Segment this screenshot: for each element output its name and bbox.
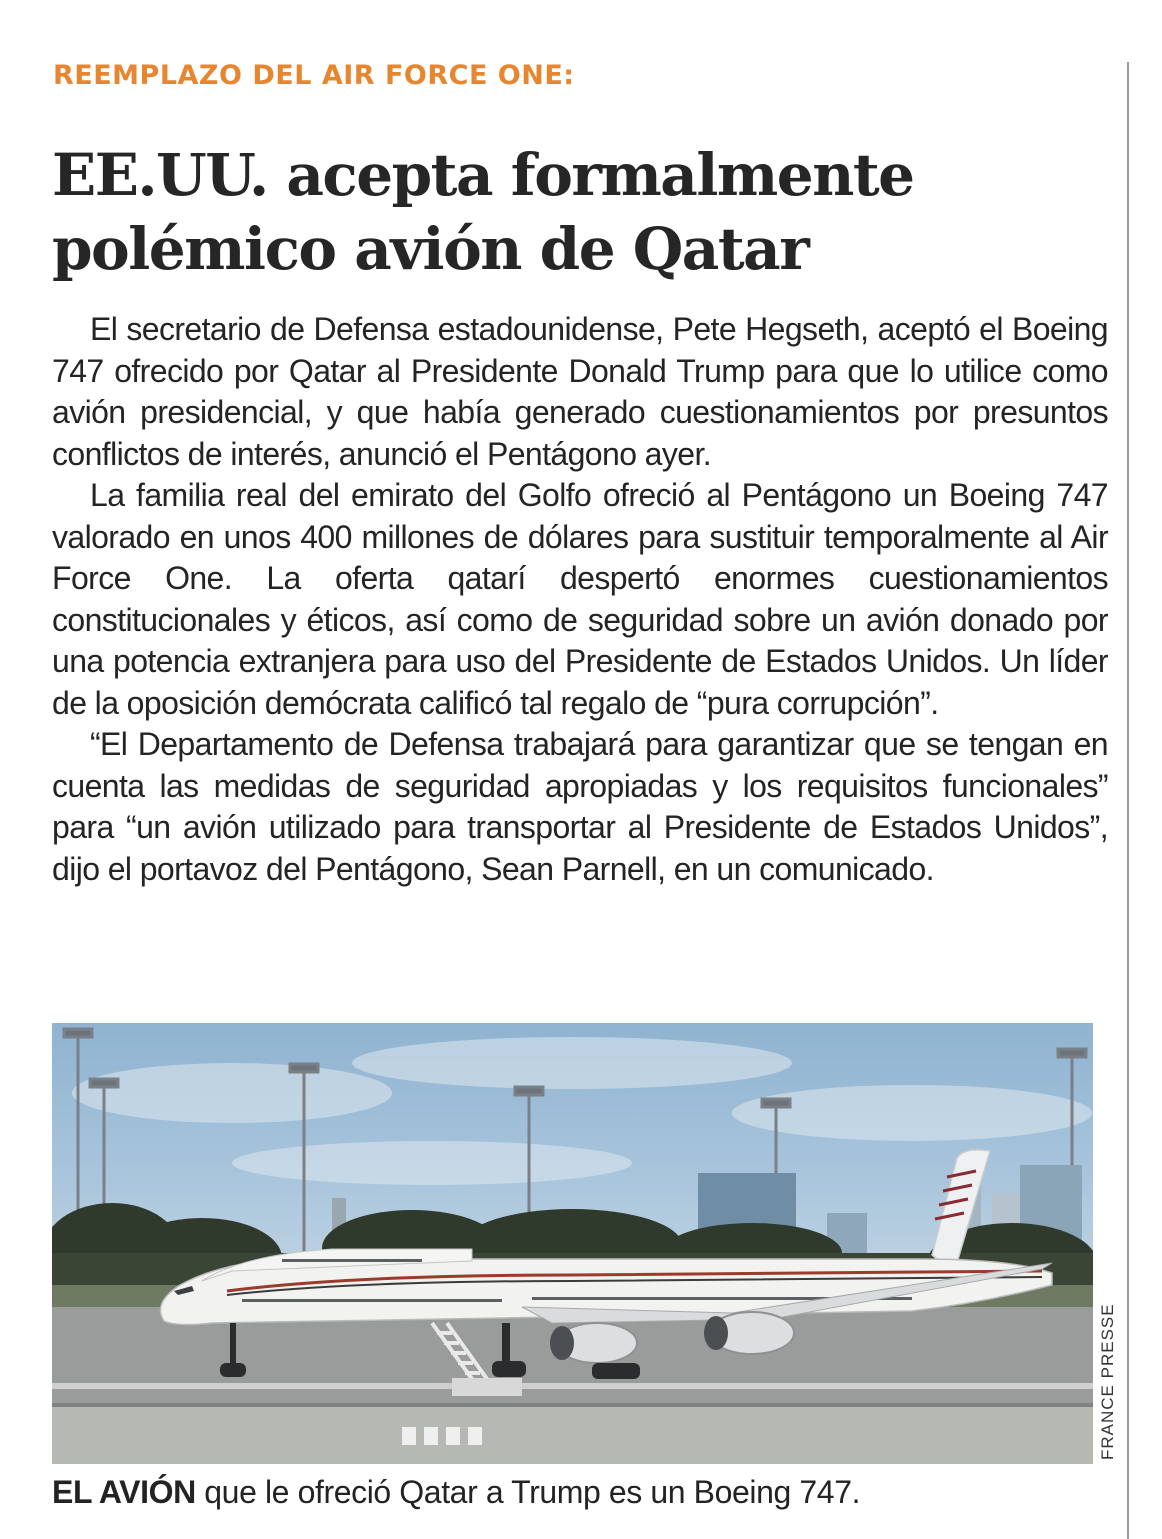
photo-credit: FRANCE PRESSE bbox=[1098, 1303, 1117, 1460]
clouds bbox=[72, 1037, 1092, 1185]
body-paragraph-3: “El Departamento de Defensa trabajará para garantizar que se tengan en cuenta las medidas de seguridad apropiadas y los requisitos funcionales” para “un avión utilizado para transportar al Presidente de Estados Unidos”, dijo el portavoz del Pentágono, Sean Parnell, en un comunicado. bbox=[52, 726, 1108, 887]
caption-lead: EL AVIÓN bbox=[52, 1474, 196, 1510]
column-rule bbox=[1127, 62, 1129, 1539]
photo-caption bbox=[52, 1474, 860, 1511]
article-body bbox=[52, 309, 1108, 890]
body-paragraph-2: La familia real del emirato del Golfo ofreció al Pentágono un Boeing 747 valorado en unos 400 millones de dólares para sustituir temporalmente al Air Force One. La oferta qatarí despertó enormes cuestionamientos constitucionales y éticos, así como de seguridad sobre un avión donado por una potencia extranjera para uso del Presidente de Estados Unidos. Un líder de la oposición demócrata calificó tal regalo de “pura corrupción”. bbox=[52, 477, 1108, 721]
headline bbox=[52, 138, 1112, 286]
caption-text: que le ofreció Qatar a Trump es un Boeing 747. bbox=[195, 1474, 861, 1510]
body-paragraph-1: El secretario de Defensa estadounidense, Pete Hegseth, aceptó el Boeing 747 ofrecido por Qatar al Presidente Donald Trump para que lo utilice como avión presidencial, y que había generado cuestionamientos por presuntos conflictos de interés, anunció el Pentágono ayer. bbox=[52, 311, 1108, 472]
airplane-photo bbox=[52, 1023, 1093, 1464]
section-kicker: REEMPLAZO DEL AIR FORCE ONE: bbox=[53, 60, 575, 91]
headline-line-2: polémico avión de Qatar bbox=[52, 215, 809, 283]
headline-line-1: EE.UU. acepta formalmente bbox=[52, 141, 914, 209]
